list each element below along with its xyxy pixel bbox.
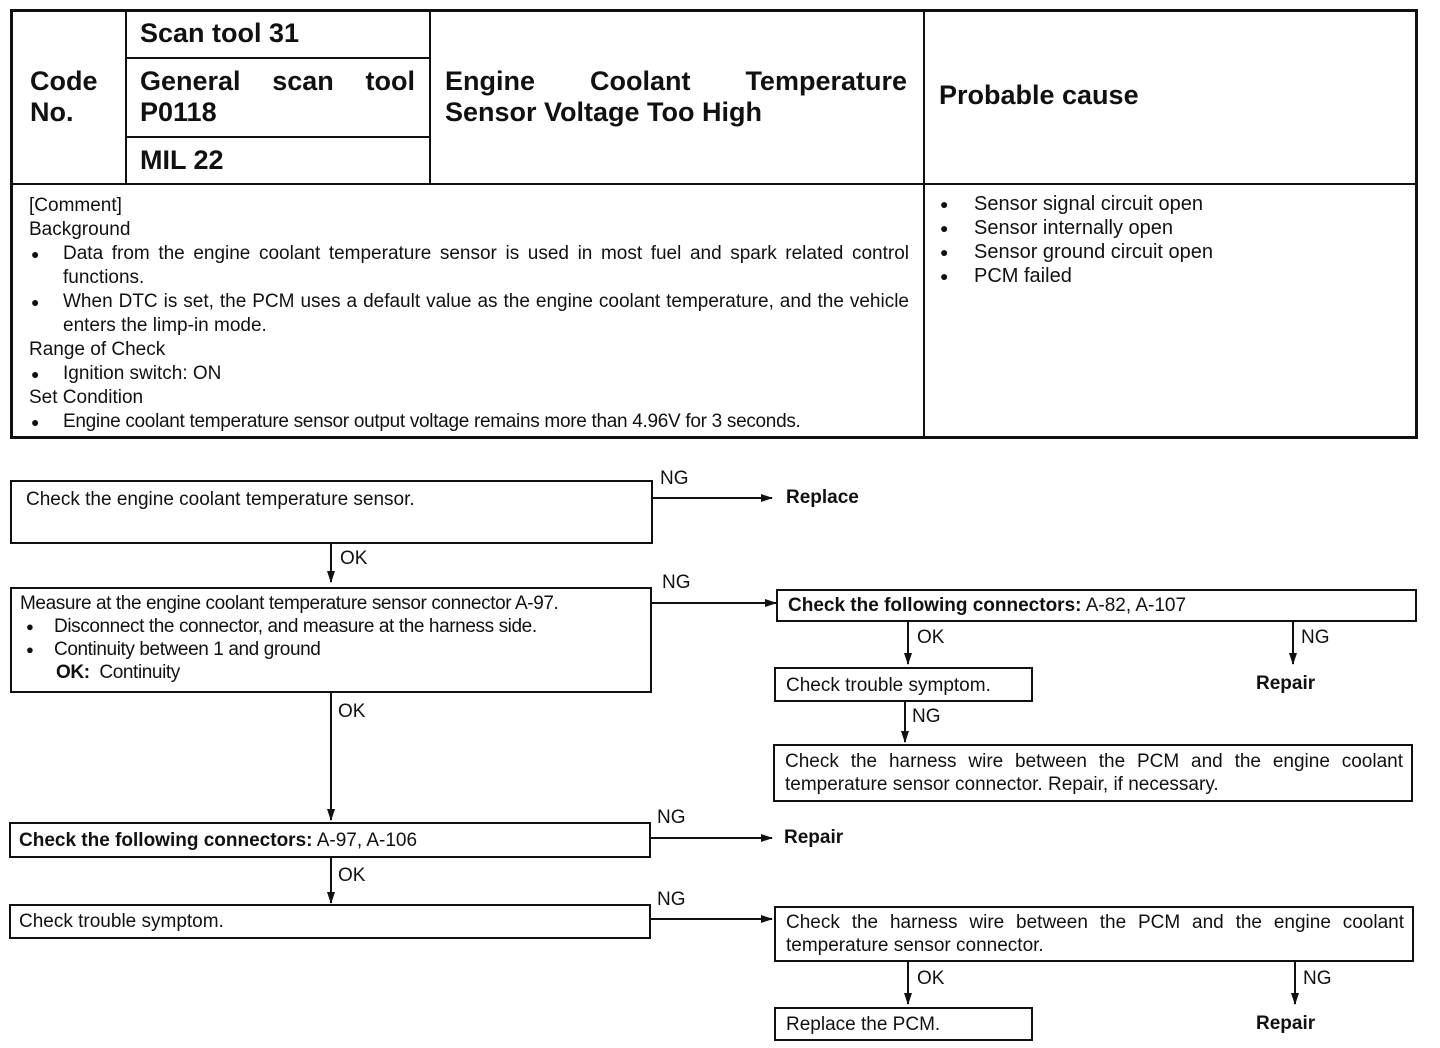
general-scan-tool-code: General scan tool P0118 <box>140 66 415 127</box>
check-harness-box <box>773 744 1413 802</box>
measure-title: Measure at the engine coolant temperature sensor connector A-97. <box>20 593 559 614</box>
check-trouble-symptom-text: Check trouble symptom. <box>19 911 224 932</box>
check-connectors-label: Check the following connectors: <box>19 830 313 851</box>
measure-item: ● Continuity between 1 and ground <box>20 638 642 661</box>
check-connectors-label: Check the following connectors: <box>788 595 1082 616</box>
comment-heading: [Comment] <box>29 195 122 216</box>
step-check-sensor-box <box>10 480 653 544</box>
measure-item: ● Disconnect the connector, and measure at the harness side. <box>20 615 642 638</box>
measure-ok-line <box>20 661 642 684</box>
cause-item: ● PCM failed <box>940 264 1400 288</box>
range-label: Range of Check <box>29 339 166 360</box>
repair-result: Repair <box>1256 673 1316 694</box>
ng-label: NG <box>657 807 686 828</box>
ok-label: OK <box>338 865 366 886</box>
cause-item: ● Sensor ground circuit open <box>940 240 1400 264</box>
connector-list: A-97, A-106 <box>316 830 418 851</box>
check-connectors-a82-box <box>776 589 1417 622</box>
check-harness-box <box>774 906 1414 962</box>
ng-label: NG <box>660 468 689 489</box>
cause-item: ● Sensor internally open <box>940 216 1400 240</box>
check-harness-text: Check the harness wire between the PCM and the engine coolant temperature sensor connector. Repair, if necessary. <box>785 751 1403 795</box>
cause-item: ● Sensor signal circuit open <box>940 192 1400 216</box>
ok-criteria-label: OK: <box>56 662 90 683</box>
check-connectors-a97-box <box>9 822 651 858</box>
scan-tool-code: Scan tool 31 <box>140 18 300 48</box>
check-trouble-symptom-text: Check trouble symptom. <box>786 675 991 696</box>
range-item: ● Ignition switch: ON <box>29 362 909 386</box>
ng-label: NG <box>657 889 686 910</box>
ng-label: NG <box>912 706 941 727</box>
replace-pcm-box <box>774 1007 1033 1041</box>
probable-cause-label: Probable cause <box>939 80 1139 110</box>
background-label: Background <box>29 219 131 240</box>
step-measure-connector-box <box>10 587 652 693</box>
background-item: ● When DTC is set, the PCM uses a default value as the engine coolant temperature, and the vehicle enters the limp-in mode. <box>29 290 909 338</box>
replace-pcm-text: Replace the PCM. <box>786 1014 941 1035</box>
ng-label: NG <box>1301 627 1330 648</box>
ok-criteria-value: Continuity <box>99 662 180 683</box>
check-trouble-symptom-box <box>774 667 1033 702</box>
repair-result: Repair <box>1256 1013 1316 1034</box>
ok-label: OK <box>917 968 945 989</box>
measure-list <box>20 615 642 661</box>
check-trouble-symptom-box <box>9 904 651 939</box>
mil-code: MIL 22 <box>140 145 224 175</box>
ok-label: OK <box>917 627 945 648</box>
step-check-sensor-text: Check the engine coolant temperature sensor. <box>26 489 415 510</box>
ng-label: NG <box>1303 968 1332 989</box>
dtc-title: Engine Coolant Temperature Sensor Voltage Too High <box>445 66 907 127</box>
connector-list: A-82, A-107 <box>1085 595 1187 616</box>
ok-label: OK <box>338 701 366 722</box>
set-condition-item: ● Engine coolant temperature sensor output voltage remains more than 4.96V for 3 seconds. <box>29 410 909 434</box>
repair-result: Repair <box>784 827 844 848</box>
background-item: ● Data from the engine coolant temperature sensor is used in most fuel and spark related control functions. <box>29 242 909 290</box>
check-harness-text: Check the harness wire between the PCM and the engine coolant temperature sensor connector. <box>786 912 1404 956</box>
set-condition-label: Set Condition <box>29 387 144 408</box>
code-no-label: Code No. <box>30 66 98 127</box>
ng-label: NG <box>662 572 691 593</box>
ok-label: OK <box>340 548 368 569</box>
replace-result: Replace <box>786 487 859 508</box>
